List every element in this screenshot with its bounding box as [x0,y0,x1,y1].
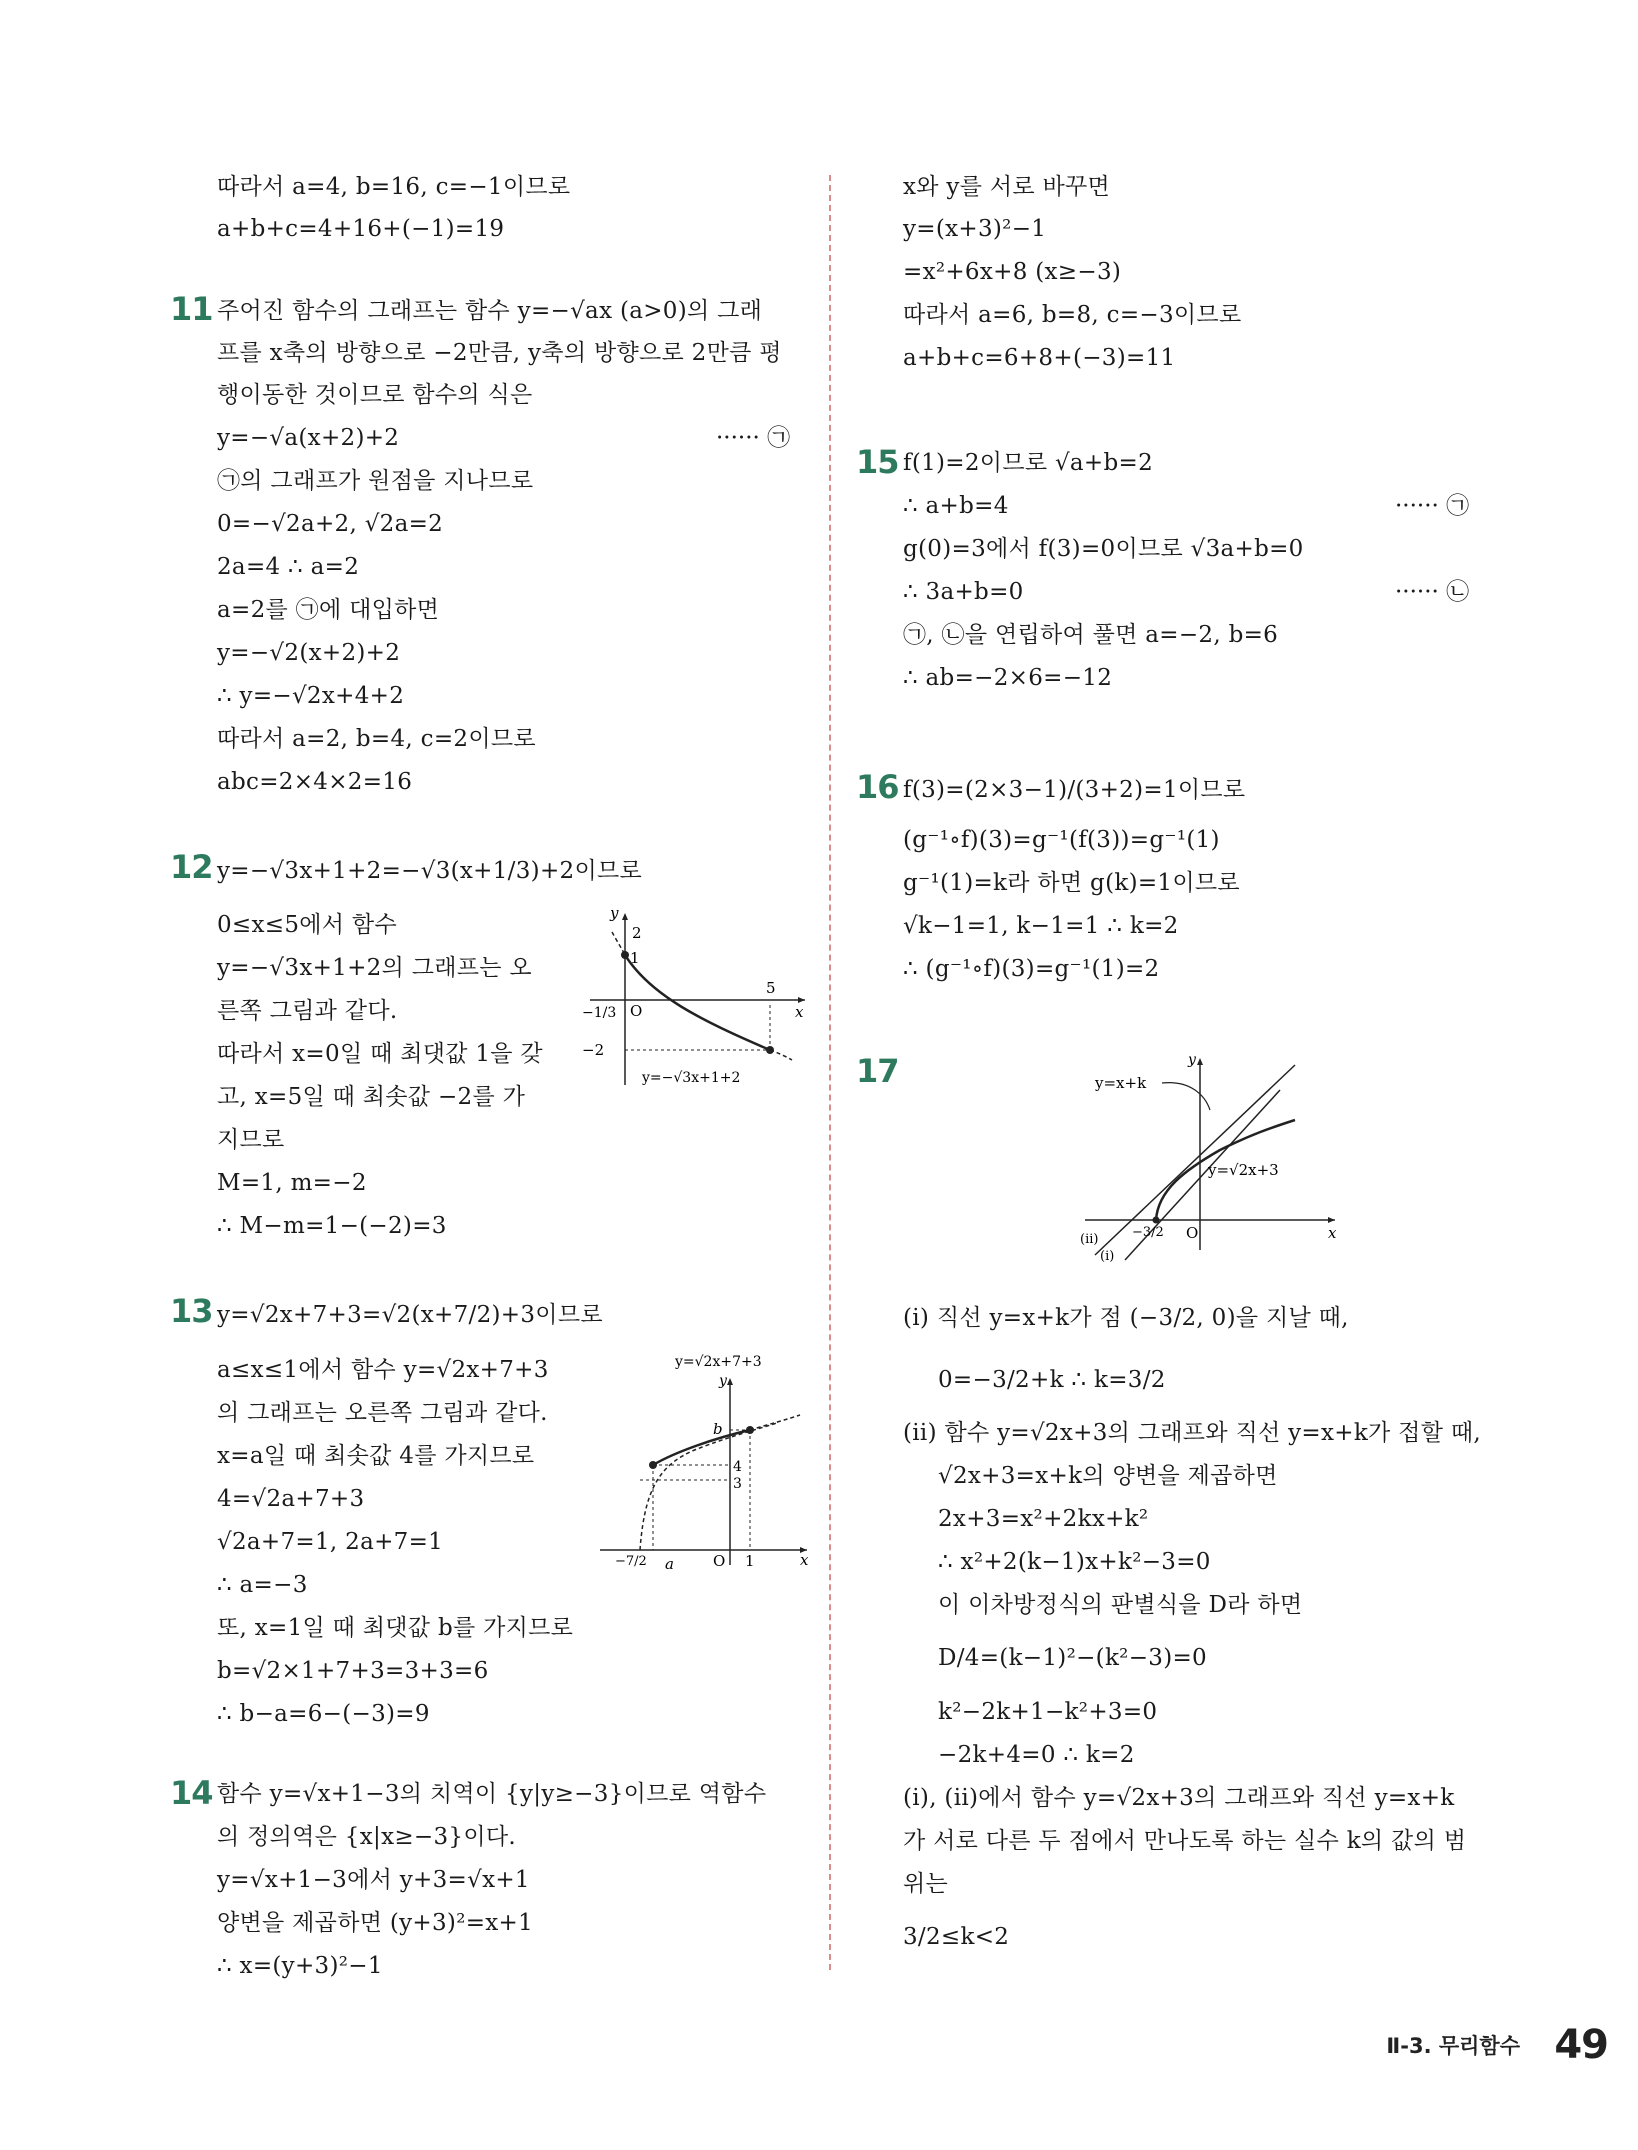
pointer [1162,1083,1210,1110]
origin-label: O [713,1552,726,1570]
solution-line: 함수 y=√x+1−3의 치역이 {y|y≥−3}이므로 역함수 [217,1781,767,1807]
column-divider [829,175,831,1970]
curve-label: y=−√3x+1+2 [642,1070,741,1086]
solution-line: y=−√a(x+2)+2 [217,425,400,451]
solution-line: ∴ b−a=6−(−3)=9 [217,1701,430,1727]
solution-line: 프를 x축의 방향으로 −2만큼, y축의 방향으로 2만큼 평 [217,340,782,366]
problem-number: 12 [170,848,213,886]
solution-line: g⁻¹(1)=k라 하면 g(k)=1이므로 [903,870,1240,896]
page-number: 49 [1554,2022,1608,2068]
origin-label: O [630,1002,643,1020]
tick-label: 3 [733,1476,742,1492]
solution-line: 또, x=1일 때 최댓값 b를 가지므로 [217,1615,574,1641]
origin-label: O [1186,1224,1199,1242]
tick-label: b [713,1420,723,1438]
solution-line: (g⁻¹∘f)(3)=g⁻¹(f(3))=g⁻¹(1) [903,827,1220,853]
tick-label: −7/2 [615,1554,647,1569]
solution-line: abc=2×4×2=16 [217,769,413,795]
solution-line: y=−√2(x+2)+2 [217,640,401,666]
solution-line: 양변을 제곱하면 (y+3)²=x+1 [217,1910,534,1936]
curve-label: y=√2x+3 [1208,1161,1279,1179]
solution-line: 지므로 [217,1127,285,1153]
problem-number: 14 [170,1774,213,1812]
solution-line: a≤x≤1에서 함수 y=√2x+7+3 [217,1357,549,1383]
solution-line: 주어진 함수의 그래프는 함수 y=−√ax (a>0)의 그래 [217,298,763,324]
solution-line: a+b+c=6+8+(−3)=11 [903,345,1176,371]
solution-line: 0=−3/2+k ∴ k=3/2 [938,1367,1166,1393]
y-label: y [1188,1052,1196,1068]
curve [625,955,770,1050]
solution-line: ∴ a+b=4 [903,493,1009,519]
solution-line: f(1)=2이므로 √a+b=2 [903,450,1154,476]
x-axis-arrow [1328,1217,1335,1223]
solution-line: √2a+7=1, 2a+7=1 [217,1529,444,1555]
line-tag: (i) [1100,1249,1115,1264]
solution-line: k²−2k+1−k²+3=0 [938,1699,1158,1725]
solution-line: x와 y를 서로 바꾸면 [903,174,1111,200]
tick-label: −3/2 [1132,1225,1164,1240]
equation-mark: ······ ㉠ [716,425,791,451]
x-label: x [1328,1224,1337,1242]
graph-17 [1080,1050,1360,1275]
solution-line: √k−1=1, k−1=1 ∴ k=2 [903,913,1179,939]
solution-line: 이 이차방정식의 판별식을 D라 하면 [938,1592,1303,1618]
solution-line: (i), (ii)에서 함수 y=√2x+3의 그래프와 직선 y=x+k [903,1785,1455,1811]
solution-line: 따라서 x=0일 때 최댓값 1을 갖 [217,1041,543,1067]
solution-line: ∴ 3a+b=0 [903,579,1024,605]
solution-line: y=−√3x+1+2의 그래프는 오 [217,955,532,981]
solution-line: D/4=(k−1)²−(k²−3)=0 [938,1645,1207,1671]
y-label: y [719,1373,727,1389]
graph-12 [580,905,810,1090]
intro-line: a+b+c=4+16+(−1)=19 [217,216,505,242]
y-axis-arrow [727,1378,733,1385]
solution-line: 따라서 a=2, b=4, c=2이므로 [217,726,536,752]
solution-line: ∴ x²+2(k−1)x+k²−3=0 [938,1549,1211,1575]
solution-line: M=1, m=−2 [217,1170,367,1196]
tick-label: 4 [733,1459,742,1475]
curve-label: y=√2x+7+3 [675,1354,762,1370]
x-label: x [800,1551,809,1569]
problem-number: 15 [856,443,899,481]
y-label: y [610,905,619,922]
solution-head: y=−√3x+1+2=−√3(x+1/3)+2이므로 [217,858,643,884]
problem-number: 16 [856,768,899,806]
tick-label: a [665,1555,674,1573]
point [1153,1217,1160,1224]
footer-section-label: Ⅱ-3. 무리함수 [1386,2034,1520,2058]
solution-line: 른쪽 그림과 같다. [217,998,398,1024]
solution-line: 2a=4 ∴ a=2 [217,554,360,580]
point [621,951,629,959]
x-label: x [795,1003,804,1021]
solution-line: (ii) 함수 y=√2x+3의 그래프와 직선 y=x+k가 접할 때, [903,1420,1481,1446]
equation-mark: ······ ㉡ [1395,579,1470,605]
solution-line: ㉠의 그래프가 원점을 지나므로 [217,468,534,494]
solution-line: 0≤x≤5에서 함수 [217,912,397,938]
solution-line: ∴ a=−3 [217,1572,308,1598]
tick-label: 1 [745,1552,755,1570]
solution-line: ∴ (g⁻¹∘f)(3)=g⁻¹(1)=2 [903,956,1160,982]
solution-line: 4=√2a+7+3 [217,1486,365,1512]
solution-line: a=2를 ㉠에 대입하면 [217,597,440,623]
solution-line: ∴ ab=−2×6=−12 [903,665,1113,691]
solution-line: 위는 [903,1871,949,1897]
intro-line: 따라서 a=4, b=16, c=−1이므로 [217,174,571,200]
solution-line: =x²+6x+8 (x≥−3) [903,259,1122,285]
solution-line: 고, x=5일 때 최솟값 −2를 가 [217,1084,526,1110]
solution-line: ∴ M−m=1−(−2)=3 [217,1213,447,1239]
tick-label: 1 [630,949,640,967]
solution-line: 3/2≤k<2 [903,1924,1010,1950]
tick-label: 5 [766,979,776,997]
tick-label: −2 [582,1041,605,1059]
solution-line: 0=−√2a+2, √2a=2 [217,511,444,537]
solution-line: 의 정의역은 {x|x≥−3}이다. [217,1824,516,1850]
solution-line: 의 그래프는 오른쪽 그림과 같다. [217,1400,548,1426]
solution-line: ∴ x=(y+3)²−1 [217,1953,383,1979]
solution-line: (i) 직선 y=x+k가 점 (−3/2, 0)을 지날 때, [903,1305,1349,1331]
curve-ext [750,1415,800,1430]
y-axis-arrow [1197,1058,1203,1065]
equation-mark: ······ ㉠ [1395,493,1470,519]
solution-line: 가 서로 다른 두 점에서 만나도록 하는 실수 k의 값의 범 [903,1828,1467,1854]
solution-head: y=√2x+7+3=√2(x+7/2)+3이므로 [217,1302,603,1328]
graph-13 [595,1350,815,1575]
y-axis-arrow [622,913,628,920]
solution-line: b=√2×1+7+3=3+3=6 [217,1658,489,1684]
solution-line: 행이동한 것이므로 함수의 식은 [217,382,533,408]
solution-line: ∴ y=−√2x+4+2 [217,683,405,709]
solution-line: x=a일 때 최솟값 4를 가지므로 [217,1443,535,1469]
line-tag: (ii) [1080,1232,1099,1247]
solution-line: 따라서 a=6, b=8, c=−3이므로 [903,302,1242,328]
tick-label: 2 [632,924,642,942]
solution-line: f(3)=(2×3−1)/(3+2)=1이므로 [903,777,1246,803]
line-label: y=x+k [1095,1074,1147,1092]
solution-line: −2k+4=0 ∴ k=2 [938,1742,1135,1768]
problem-number: 13 [170,1292,213,1330]
problem-number: 17 [856,1052,899,1090]
solution-line: g(0)=3에서 f(3)=0이므로 √3a+b=0 [903,536,1304,562]
problem-number: 11 [170,290,213,328]
solution-line: y=√x+1−3에서 y+3=√x+1 [217,1867,530,1893]
solution-line: √2x+3=x+k의 양변을 제곱하면 [938,1463,1278,1489]
tick-label: −1/3 [582,1005,617,1021]
solution-line: y=(x+3)²−1 [903,216,1047,242]
solution-line: ㉠, ㉡을 연립하여 풀면 a=−2, b=6 [903,622,1279,648]
solution-line: 2x+3=x²+2kx+k² [938,1506,1149,1532]
